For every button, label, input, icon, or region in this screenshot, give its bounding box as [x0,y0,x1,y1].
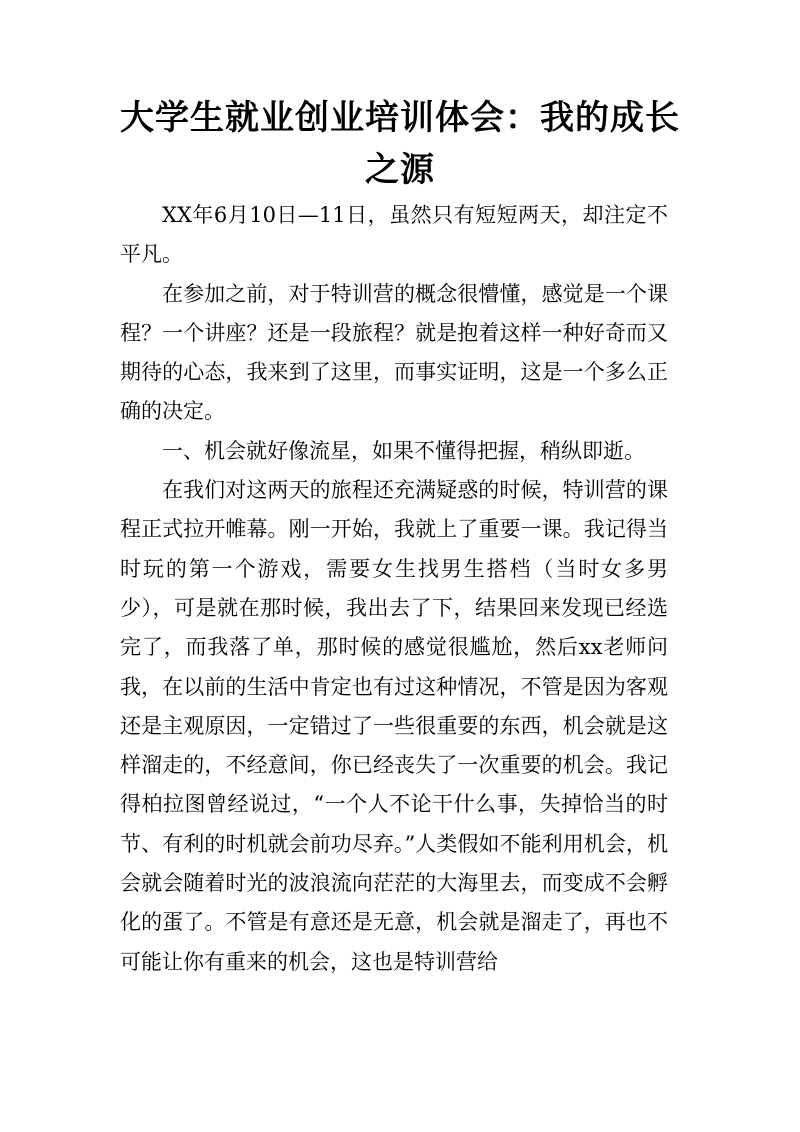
document-title: 大学生就业创业培训体会：我的成长之源 [120,98,680,190]
paragraph-3: 在我们对这两天的旅程还充满疑惑的时候，特训营的课程正式拉开帷幕。刚一开始，我就上了重要一课。我记得当时玩的第一个游戏，需要女生找男生搭档（当时女多男少），可是就在那时候，我出去了下，结果回来发现已经选完了，而我落了单，那时候的感觉很尴尬，然后xx老师问我，在以前的生活中肯定也有过这种情况，不管是因为客观还是主观原因，一定错过了一些很重要的东西，机会就是这样溜走的，不经意间，你已经丧失了一次重要的机会。我记得柏拉图曾经说过，“一个人不论干什么事，失掉恰当的时节、有利的时机就会前功尽弃。”人类假如不能利用机会，机会就会随着时光的波浪流向茫茫的大海里去，而变成不会孵化的蛋了。不管是有意还是无意，机会就是溜走了，再也不可能让你有重来的机会，这也是特训营给 [120,478,668,974]
document-body [120,196,668,982]
paragraph-2: 在参加之前，对于特训营的概念很懵懂，感觉是一个课程？一个讲座？还是一段旅程？就是抱着这样一种好奇而又期待的心态，我来到了这里，而事实证明，这是一个多么正确的决定。 [120,281,668,424]
section-heading-1: 一、机会就好像流星，如果不懂得把握，稍纵即逝。 [162,438,645,463]
paragraph-1: XX年6月10日—11日，虽然只有短短两天，却注定不平凡。 [120,203,668,267]
